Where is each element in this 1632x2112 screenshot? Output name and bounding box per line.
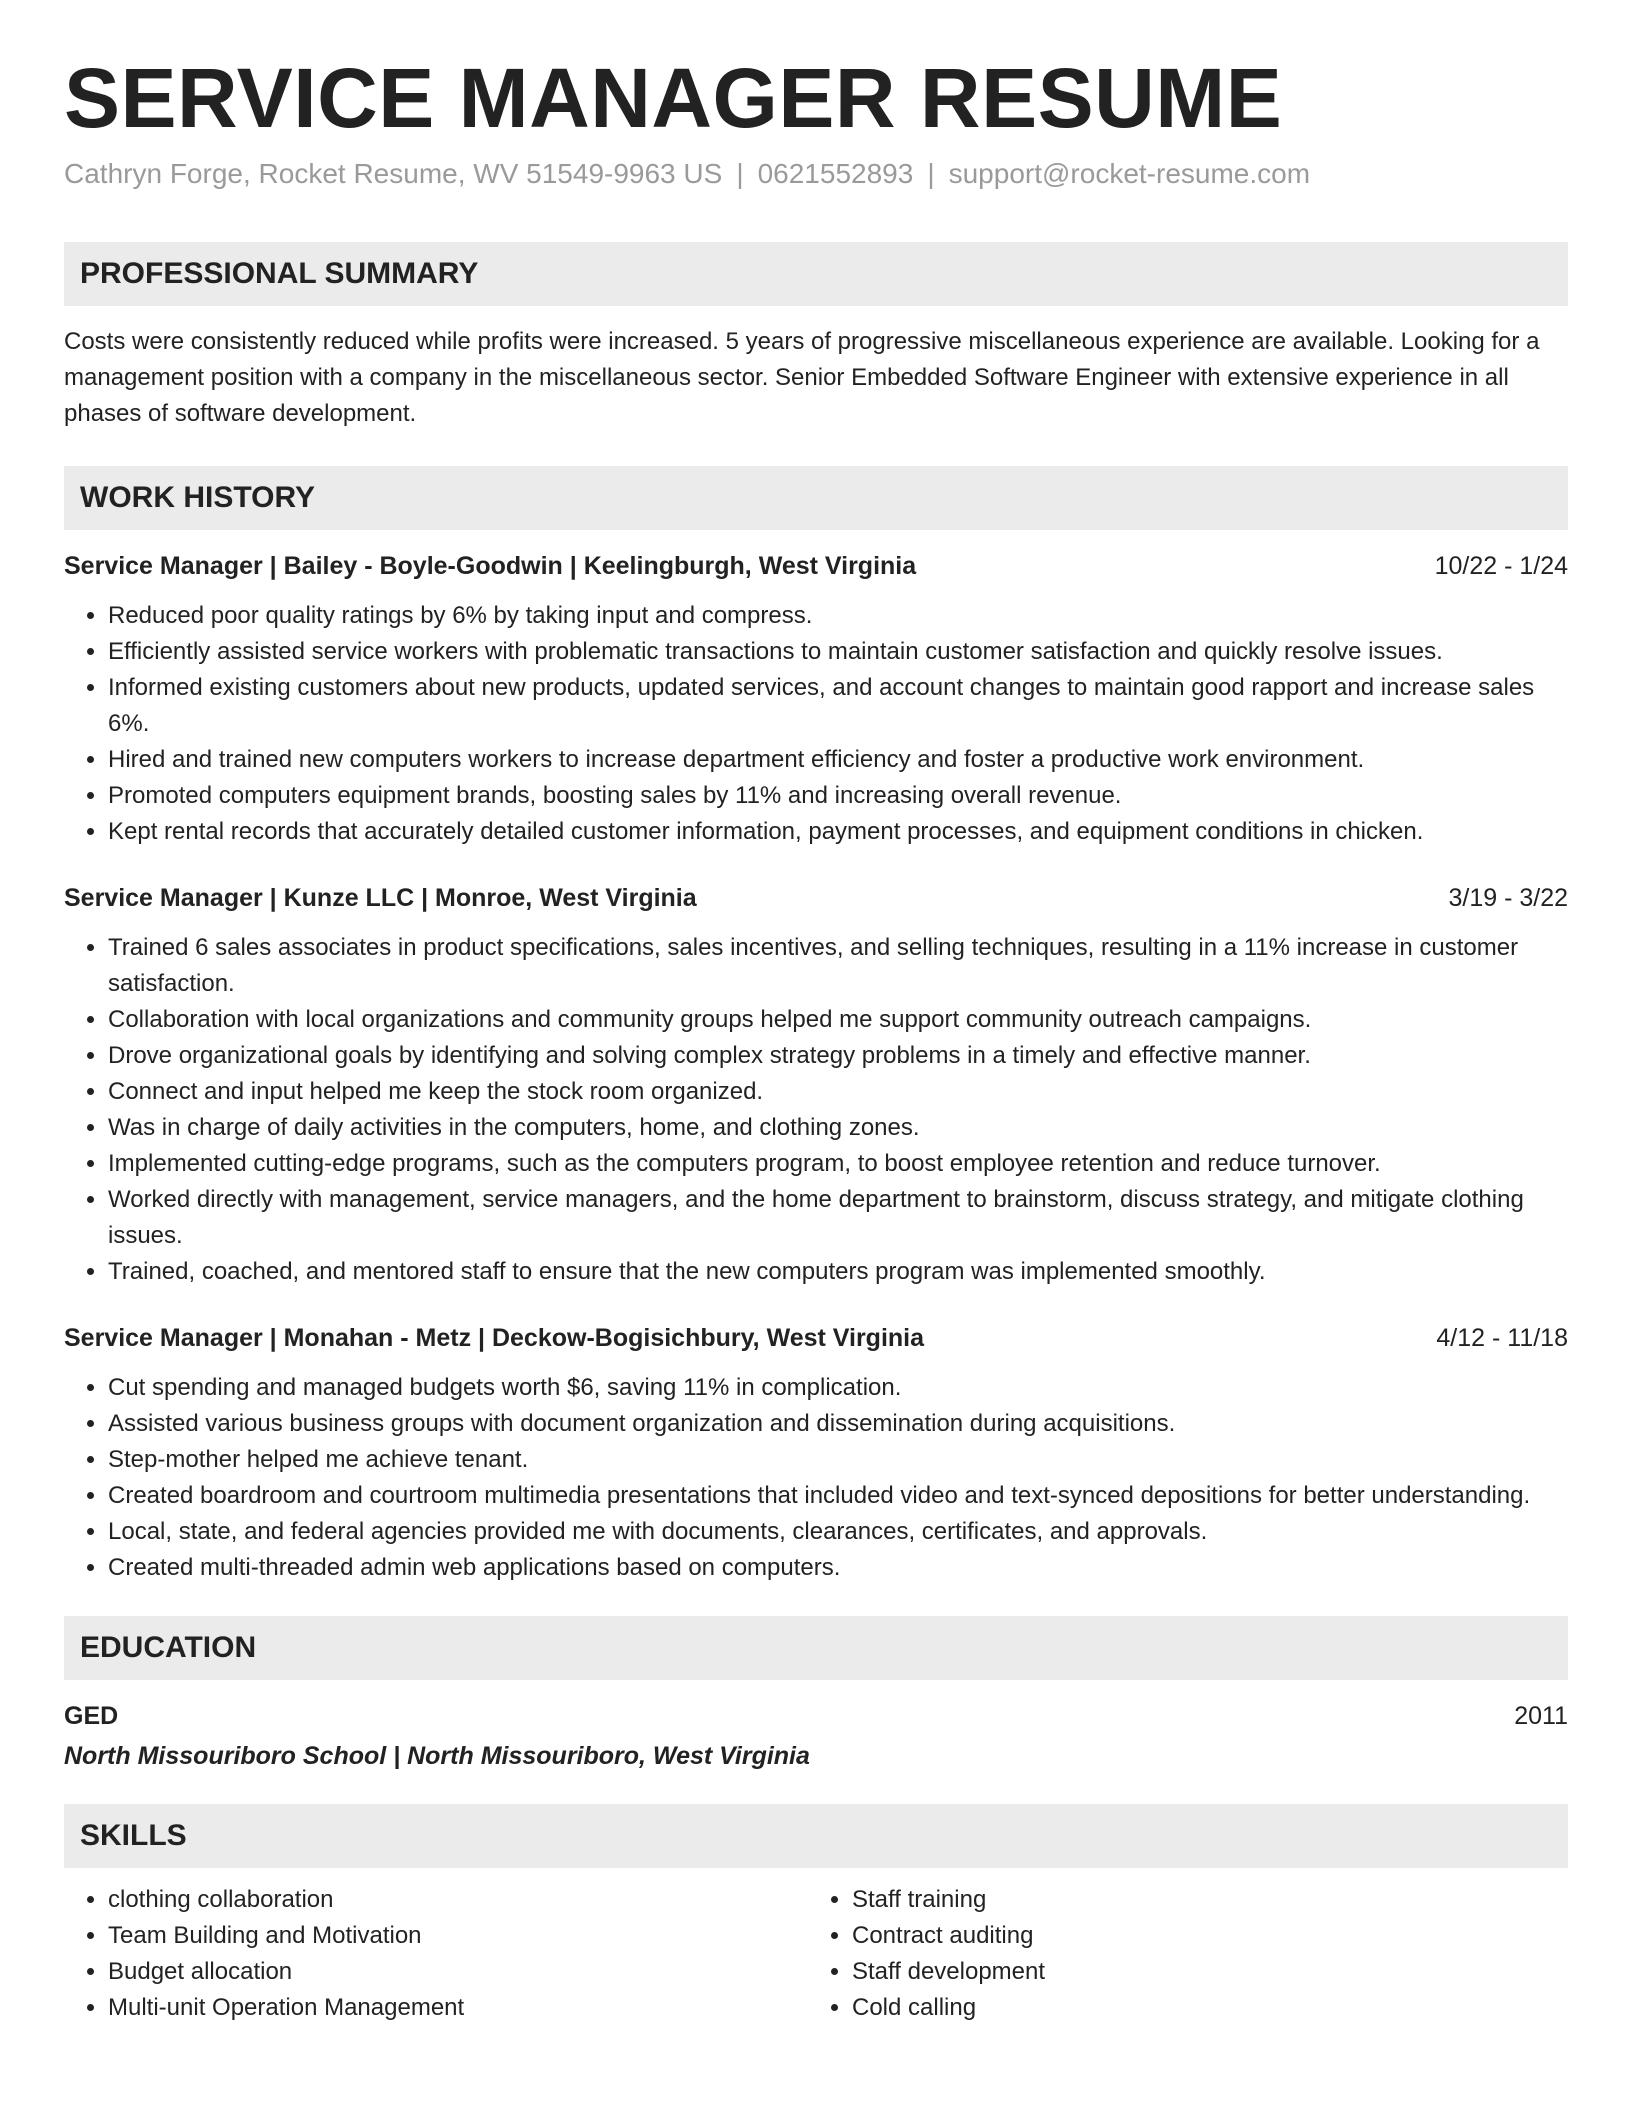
resume-title: SERVICE MANAGER RESUME [64,51,1283,145]
job-title: Service Manager | Bailey - Boyle-Goodwin | Keelingburgh, West Virginia [64,552,917,581]
list-item: • Reduced poor quality ratings by 6% by taking input and compress. [108,598,1568,634]
list-item: • Created multi-threaded admin web applications based on computers. [108,1550,1568,1586]
education-header [64,1698,1568,1734]
education-school: North Missouriboro School | North Missouriboro, West Virginia [64,1742,810,1771]
summary-text: Costs were consistently reduced while profits were increased. 5 years of progressive miscellaneous experience are available. Looking for a management position with a company in the miscellaneous sector. Senior Embedded Software Engineer with extensive experience in all phases of software development. [64,328,1540,428]
job-dates: 3/19 - 3/22 [1448,884,1568,913]
list-item: • Connect and input helped me keep the stock room organized. [108,1074,1568,1110]
contact-line [64,158,1568,190]
education-year: 2011 [1514,1702,1568,1731]
list-item: • Trained, coached, and mentored staff to ensure that the new computers program was implemented smoothly. [108,1254,1568,1290]
list-item: • Was in charge of daily activities in the computers, home, and clothing zones. [108,1110,1568,1146]
list-item: • Assisted various business groups with document organization and dissemination during acquisitions. [108,1406,1568,1442]
job-title: Service Manager | Kunze LLC | Monroe, West Virginia [64,884,697,913]
contact-email: support@rocket-resume.com [948,158,1311,190]
list-item: • Drove organizational goals by identifying and solving complex strategy problems in a timely and effective manner. [108,1038,1568,1074]
list-item: • Kept rental records that accurately detailed customer information, payment processes, and equipment conditions in chicken. [108,814,1568,850]
contact-address: Cathryn Forge, Rocket Resume, WV 51549-9963 US [64,158,723,190]
list-item: • Collaboration with local organizations and community groups helped me support community outreach campaigns. [108,1002,1568,1038]
skills-right-column [808,1882,1552,2026]
work-history-heading: WORK HISTORY [64,466,1568,530]
job-entry [64,1320,1568,1586]
list-item: • Cold calling [852,1990,1552,2026]
job-bullets [64,930,1568,1290]
job-header [64,880,1568,916]
education-heading: EDUCATION [64,1616,1568,1680]
list-item: • Hired and trained new computers workers to increase department efficiency and foster a productive work environment. [108,742,1568,778]
job-header [64,548,1568,584]
list-item: • Implemented cutting-edge programs, such as the computers program, to boost employee retention and reduce turnover. [108,1146,1568,1182]
list-item: • clothing collaboration [108,1882,808,1918]
list-item: • Informed existing customers about new products, updated services, and account changes to maintain good rapport and increase sales 6%. [108,670,1568,742]
list-item: • Team Building and Motivation [108,1918,808,1954]
contact-phone: 0621552893 [757,158,914,190]
list-item: • Created boardroom and courtroom multimedia presentations that included video and text-synced depositions for better understanding. [108,1478,1568,1514]
list-item: • Staff development [852,1954,1552,1990]
contact-separator: | [736,158,744,190]
list-item: • Worked directly with management, service managers, and the home department to brainstorm, discuss strategy, and mitigate clothing issues. [108,1182,1568,1254]
list-item: • Local, state, and federal agencies provided me with documents, clearances, certificates, and approvals. [108,1514,1568,1550]
list-item: • Step-mother helped me achieve tenant. [108,1442,1568,1478]
list-item: • Efficiently assisted service workers with problematic transactions to maintain customer satisfaction and quickly resolve issues. [108,634,1568,670]
contact-separator: | [927,158,935,190]
education-degree: GED [64,1702,119,1731]
list-item: • Budget allocation [108,1954,808,1990]
job-header [64,1320,1568,1356]
skills-columns [64,1882,1568,2026]
skills-left-column [64,1882,808,2026]
education-entry [64,1698,1568,1774]
list-item: • Multi-unit Operation Management [108,1990,808,2026]
summary-heading: PROFESSIONAL SUMMARY [64,242,1568,306]
list-item: • Trained 6 sales associates in product specifications, sales incentives, and selling techniques, resulting in a 11% increase in customer satisfaction. [108,930,1568,1002]
job-dates: 10/22 - 1/24 [1434,552,1568,581]
list-item: • Staff training [852,1882,1552,1918]
job-entry [64,880,1568,1290]
list-item: • Promoted computers equipment brands, boosting sales by 11% and increasing overall revenue. [108,778,1568,814]
list-item: • Cut spending and managed budgets worth $6, saving 11% in complication. [108,1370,1568,1406]
job-bullets [64,598,1568,850]
job-bullets [64,1370,1568,1586]
job-title: Service Manager | Monahan - Metz | Deckow-Bogisichbury, West Virginia [64,1324,925,1353]
job-dates: 4/12 - 11/18 [1436,1324,1568,1353]
job-entry [64,548,1568,850]
list-item: • Contract auditing [852,1918,1552,1954]
skills-heading: SKILLS [64,1804,1568,1868]
